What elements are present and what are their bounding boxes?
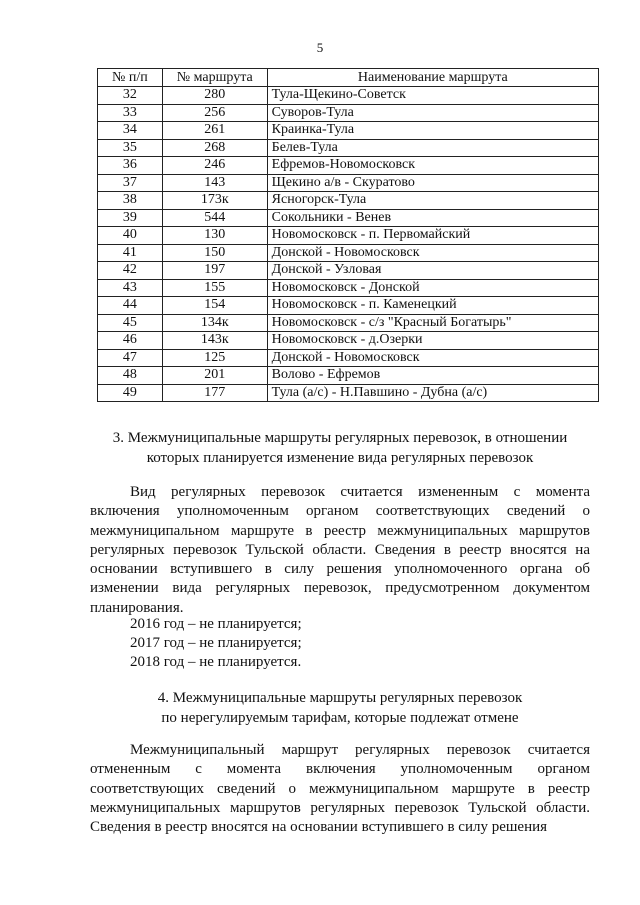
cell-route: 246 [162, 157, 267, 175]
cell-route: 134к [162, 314, 267, 332]
header-name: Наименование маршрута [267, 69, 598, 87]
page-number: 5 [316, 40, 324, 55]
table-row [98, 244, 599, 262]
cell-name: Белев-Тула [267, 139, 598, 157]
section4-heading-line1: 4. Межмуниципальные маршруты регулярных перевозок [157, 690, 523, 706]
table-row [98, 279, 599, 297]
cell-name: Краинка-Тула [267, 122, 598, 140]
cell-num: 33 [98, 104, 163, 122]
cell-num: 48 [98, 367, 163, 385]
cell-route: 155 [162, 279, 267, 297]
section3-heading-line1: 3. Межмуниципальные маршруты регулярных перевозок, в отношении [112, 430, 568, 446]
cell-num: 44 [98, 297, 163, 315]
section3-heading-line2: которых планируется изменение вида регулярных перевозок [146, 450, 534, 466]
cell-name: Донской - Узловая [267, 262, 598, 280]
cell-route: 544 [162, 209, 267, 227]
cell-num: 46 [98, 332, 163, 350]
section4-heading-line2: по нерегулируемым тарифам, которые подлежат отмене [161, 710, 519, 726]
routes-table [97, 68, 599, 402]
cell-name: Донской - Новомосковск [267, 244, 598, 262]
cell-num: 41 [98, 244, 163, 262]
table-row [98, 174, 599, 192]
cell-name: Донской - Новомосковск [267, 349, 598, 367]
section3-paragraph [90, 483, 590, 618]
table-header-row [98, 69, 599, 87]
table-row [98, 314, 599, 332]
cell-name: Тула-Щекино-Советск [267, 87, 598, 105]
table-row [98, 384, 599, 402]
cell-name: Тула (а/с) - Н.Павшино - Дубна (а/с) [267, 384, 598, 402]
cell-route: 125 [162, 349, 267, 367]
cell-route: 268 [162, 139, 267, 157]
cell-name: Ефремов-Новомосковск [267, 157, 598, 175]
section3-paragraph-text: Вид регулярных перевозок считается измененным с момента включения уполномоченным органом соответствующих сведений о межмуниципальном маршруте в реестр межмуниципальных маршрутов регулярных перевозок Тульской области. Сведения в реестр вносятся на основании вступившего в силу решения уполномоченного органа об изменении вида регулярных перевозок, предусмотренном документом планирования. [90, 484, 590, 616]
cell-name: Суворов-Тула [267, 104, 598, 122]
cell-name: Сокольники - Венев [267, 209, 598, 227]
table-row [98, 157, 599, 175]
cell-num: 32 [98, 87, 163, 105]
cell-name: Волово - Ефремов [267, 367, 598, 385]
cell-route: 150 [162, 244, 267, 262]
cell-num: 43 [98, 279, 163, 297]
table-row [98, 139, 599, 157]
table-row [98, 122, 599, 140]
cell-num: 47 [98, 349, 163, 367]
cell-num: 37 [98, 174, 163, 192]
cell-num: 49 [98, 384, 163, 402]
section3-heading [90, 428, 590, 468]
cell-name: Новомосковск - Донской [267, 279, 598, 297]
cell-num: 38 [98, 192, 163, 210]
section4-heading [90, 688, 590, 728]
cell-route: 173к [162, 192, 267, 210]
cell-name: Новомосковск - д.Озерки [267, 332, 598, 350]
cell-num: 45 [98, 314, 163, 332]
section4-paragraph-text: Межмуниципальный маршрут регулярных перевозок считается отмененным с момента включения уполномоченным органом соответствующих сведений о межмуниципальном маршруте в реестр межмуниципальных маршрутов регулярных перевозок Тульской области. Сведения в реестр вносятся на основании вступившего в силу решения [90, 742, 590, 836]
table-row [98, 104, 599, 122]
cell-route: 261 [162, 122, 267, 140]
table-row [98, 227, 599, 245]
table-row [98, 367, 599, 385]
cell-name: Ясногорск-Тула [267, 192, 598, 210]
cell-name: Щекино а/в - Скуратово [267, 174, 598, 192]
cell-num: 40 [98, 227, 163, 245]
cell-num: 36 [98, 157, 163, 175]
header-num: № п/п [98, 69, 163, 87]
table-row [98, 297, 599, 315]
cell-num: 35 [98, 139, 163, 157]
table-row [98, 349, 599, 367]
cell-route: 143к [162, 332, 267, 350]
table-row [98, 332, 599, 350]
table-row [98, 262, 599, 280]
cell-name: Новомосковск - п. Каменецкий [267, 297, 598, 315]
cell-name: Новомосковск - п. Первомайский [267, 227, 598, 245]
table-row [98, 87, 599, 105]
section4-paragraph [90, 741, 590, 837]
cell-route: 201 [162, 367, 267, 385]
cell-route: 143 [162, 174, 267, 192]
cell-num: 39 [98, 209, 163, 227]
cell-route: 197 [162, 262, 267, 280]
cell-route: 177 [162, 384, 267, 402]
cell-name: Новомосковск - с/з "Красный Богатырь" [267, 314, 598, 332]
year-2017-line: 2017 год – не планируется; [130, 635, 302, 651]
cell-num: 42 [98, 262, 163, 280]
cell-route: 154 [162, 297, 267, 315]
header-route: № маршрута [162, 69, 267, 87]
table-row [98, 209, 599, 227]
table-row [98, 192, 599, 210]
cell-route: 256 [162, 104, 267, 122]
cell-num: 34 [98, 122, 163, 140]
cell-route: 280 [162, 87, 267, 105]
year-2016-line: 2016 год – не планируется; [130, 616, 302, 632]
year-2018-line: 2018 год – не планируется. [130, 654, 302, 670]
cell-route: 130 [162, 227, 267, 245]
